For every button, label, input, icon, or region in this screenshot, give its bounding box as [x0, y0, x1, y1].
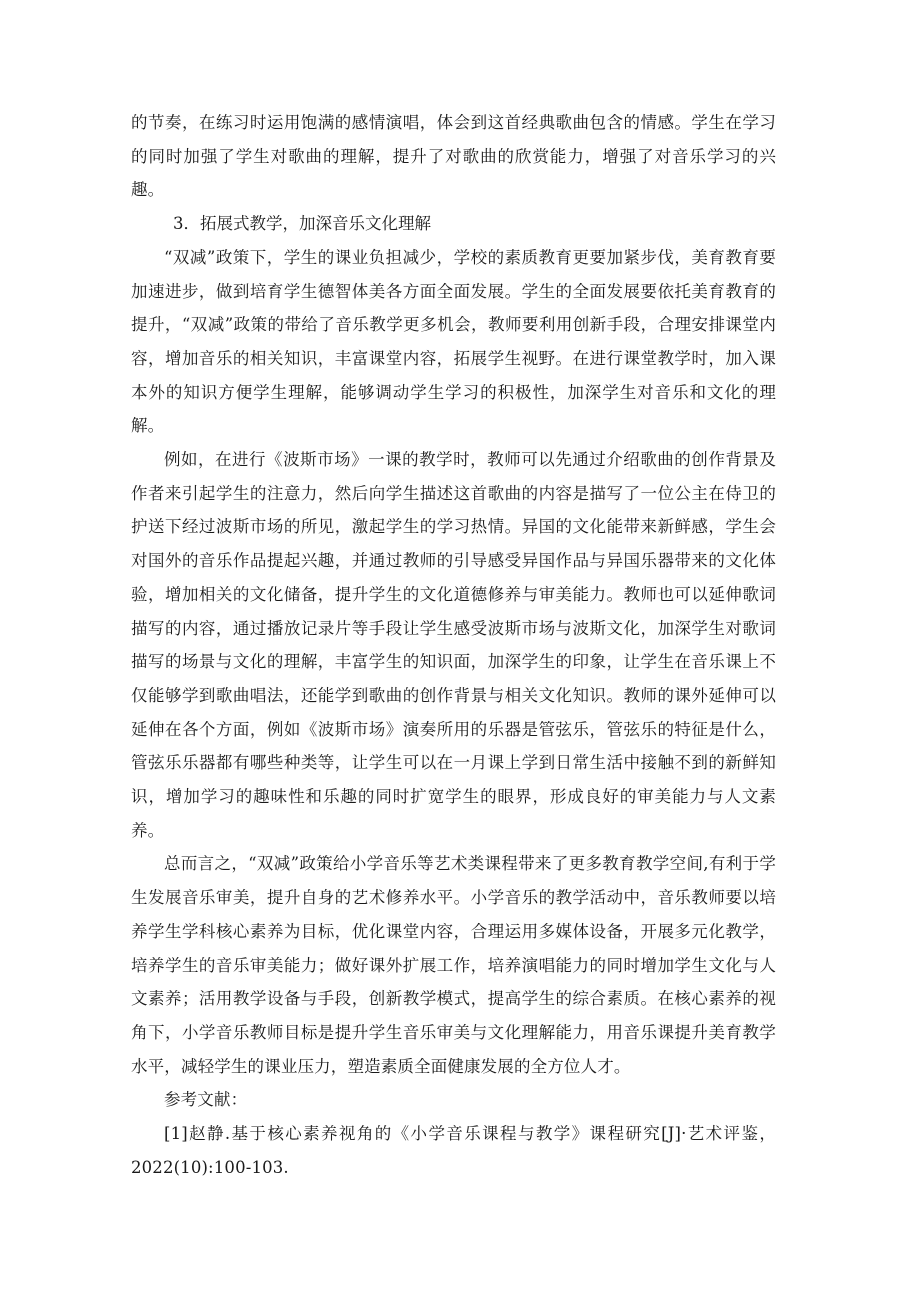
reference-item-1: [1]赵静.基于核心素养视角的《小学音乐课程与教学》课程研究[J]·艺术评鉴，2022(10):100-103. [131, 1124, 776, 1177]
paragraph-conclusion: 总而言之，“双减”政策给小学音乐等艺术类课程带来了更多教育教学空间,有利于学生发展音乐审美，提升自身的艺术修养水平。小学音乐的教学活动中，音乐教师要以培养学生学科核心素养为目标，优化课堂内容，合理运用多媒体设备，开展多元化教学，培养学生的音乐审美能力；做好课外扩展工作，培养演唱能力的同时增加学生文化与人文素养；活用教学设备与手段，创新教学模式，提高学生的综合素质。在核心素养的视角下，小学音乐教师目标是提升学生音乐审美与文化理解能力，用音乐课提升美育教学水平，减轻学生的课业压力，塑造素质全面健康发展的全方位人才。 [131, 854, 776, 1076]
document-page [131, 106, 776, 1185]
paragraph-persian-market-example: 例如，在进行《波斯市场》一课的教学时，教师可以先通过介绍歌曲的创作背景及作者来引起学生的注意力，然后向学生描述这首歌曲的内容是描写了一位公主在侍卫的护送下经过波斯市场的所见，激起学生的学习热情。异国的文化能带来新鲜感，学生会对国外的音乐作品提起兴趣，并通过教师的引导感受异国作品与异国乐器带来的文化体验，增加相关的文化储备，提升学生的文化道德修养与审美能力。教师也可以延伸歌词描写的内容，通过播放记录片等手段让学生感受波斯市场与波斯文化，加深学生对歌词描写的场景与文化的理解，丰富学生的知识面，加深学生的印象，让学生在音乐课上不仅能够学到歌曲唱法，还能学到歌曲的创作背景与相关文化知识。教师的课外延伸可以延伸在各个方面，例如《波斯市场》演奏所用的乐器是管弦乐，管弦乐的特征是什么，管弦乐乐器都有哪些种类等，让学生可以在一月课上学到日常生活中接触不到的新鲜知识，增加学习的趣味性和乐趣的同时扩宽学生的眼界，形成良好的审美能力与人文素养。 [131, 450, 776, 840]
paragraph-continuation: 的节奏，在练习时运用饱满的感情演唱，体会到这首经典歌曲包含的情感。学生在学习的同时加强了学生对歌曲的理解，提升了对歌曲的欣赏能力，增强了对音乐学习的兴趣。 [131, 113, 776, 200]
references-heading: 参考文献： [164, 1090, 248, 1110]
section-heading-3: 3．拓展式教学，加深音乐文化理解 [173, 214, 431, 234]
paragraph-double-reduction: “双减”政策下，学生的课业负担减少，学校的素质教育更要加紧步伐，美育教育要加速进步，做到培育学生德智体美各方面全面发展。学生的全面发展要依托美育教育的提升，“双减”政策的带给了音乐教学更多机会，教师要利用创新手段，合理安排课堂内容，增加音乐的相关知识，丰富课堂内容，拓展学生视野。在进行课堂教学时，加入课本外的知识方便学生理解，能够调动学生学习的积极性，加深学生对音乐和文化的理解。 [131, 247, 776, 436]
